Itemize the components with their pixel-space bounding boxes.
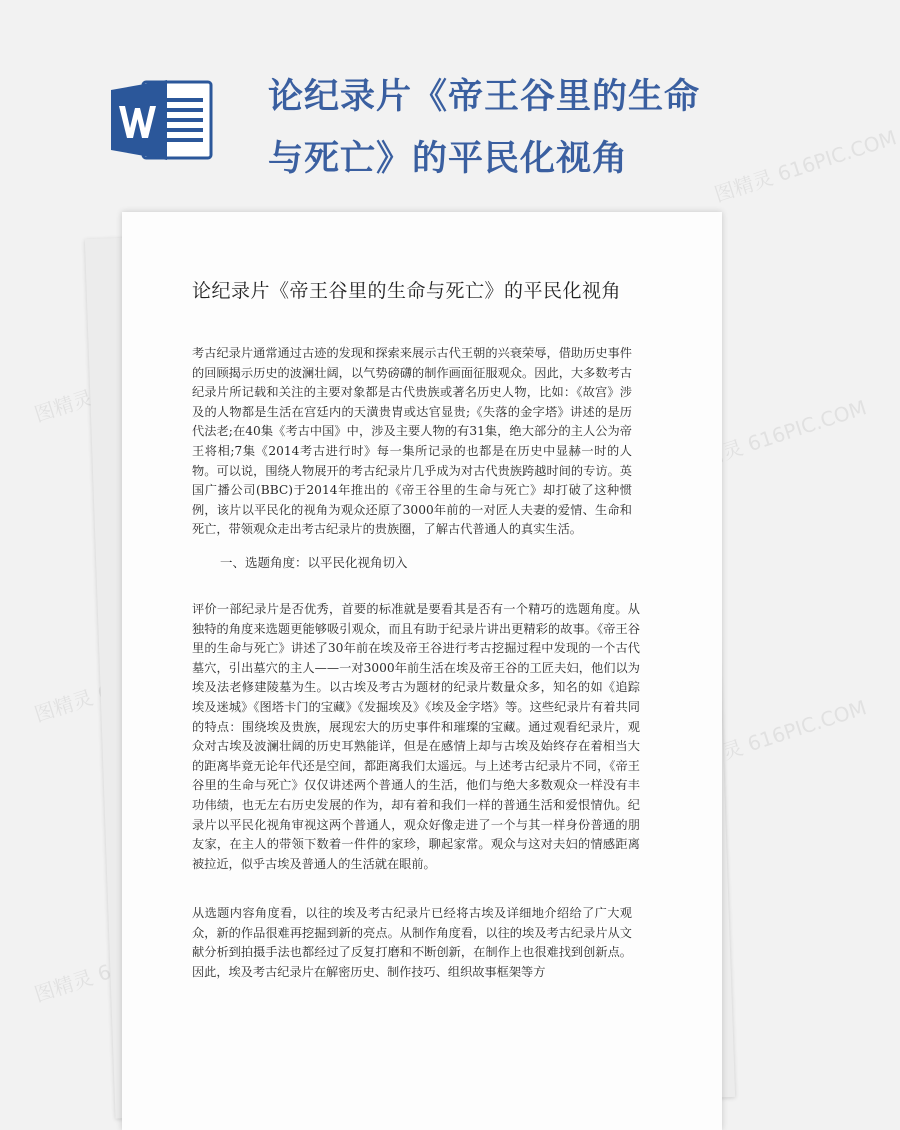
document-title: 论纪录片《帝王谷里的生命与死亡》的平民化视角 [192, 280, 622, 302]
document-paragraph: 考古纪录片通常通过古迹的发现和探索来展示古代王朝的兴衰荣辱，借助历史事件的回顾揭示历史的波澜壮阔，以气势磅礴的制作画面征服观众。因此，大多数考古纪录片所记载和关注的主要对象都是古代贵族或著名历史人物，比如：《故宫》涉及的人物都是生活在宫廷内的天潢贵胄或达官显贵;《失落的金字塔》讲述的是历代法老;在40集《考古中国》中，涉及主要人物的有31集，绝大部分的主人公为帝王将相;7集《2014考古进行时》每一集所记录的也都是在历史中显赫一时的人物。可以说，围绕人物展开的考古纪录片几乎成为对古代贵族跨越时间的专访。英国广播公司(BBC)于2014年推出的《帝王谷里的生命与死亡》却打破了这种惯例，该片以平民化的视角为观众还原了3000年前的一对匠人夫妻的爱情、生命和死亡，带领观众走出考古纪录片的贵族圈，了解古代普通人的真实生活。 [192, 346, 632, 537]
watermark-text: 图精灵 616PIC.COM [681, 695, 870, 777]
watermark-text: 图精灵 [31, 685, 96, 727]
section-heading: 一、选题角度：以平民化视角切入 [220, 555, 408, 570]
document-paragraph: 从选题内容角度看，以往的埃及考古纪录片已经将古埃及详细地介绍给了广大观众，新的作品很难再挖掘到新的亮点。从制作角度看，以往的埃及考古纪录片从文献分析到拍摄手法也都经过了反复打磨和不断创新，在制作上也很难找到创新点。因此，埃及考古纪录片在解密历史、制作技巧、组织故事框架等方 [192, 906, 632, 979]
watermark-text: 图精灵 616PIC.COM [711, 125, 900, 207]
page-header [0, 0, 800, 200]
word-document-icon [109, 78, 213, 162]
header-title: 论纪录片《帝王谷里的生命与死亡》的平民化视角 [268, 77, 701, 179]
watermark-text: 图精灵 [31, 385, 96, 427]
document-paragraph: 评价一部纪录片是否优秀，首要的标准就是要看其是否有一个精巧的选题角度。从独特的角度来选题更能够吸引观众，而且有助于纪录片讲出更精彩的故事。《帝王谷里的生命与死亡》讲述了30年前在埃及帝王谷进行考古挖掘过程中发现的一个古代墓穴，引出墓穴的主人——一对3000年前生活在埃及帝王谷的工匠夫妇，他们以为埃及法老修建陵墓为生。以古埃及考古为题材的纪录片数量众多，知名的如《追踪埃及迷城》《图塔卡门的宝藏》《发掘埃及》《埃及金字塔》等。这些纪录片有着共同的特点：围绕埃及贵族，展现宏大的历史事件和璀璨的宝藏。通过观看纪录片，观众对古埃及波澜壮阔的历史耳熟能详，但是在感情上却与古埃及始终存在着相当大的距离毕竟无论年代还是空间，都距离我们太遥远。与上述考古纪录片不同，《帝王谷里的生命与死亡》仅仅讲述两个普通人的生活，他们与绝大多数观众一样没有丰功伟绩，也无左右历史发展的作为，却有着和我们一样的普通生活和爱恨情仇。纪录片以平民化视角审视这两个普通人，观众好像走进了一个与其一样身份普通的朋友家，在主人的带领下数着一件件的家珍，聊起家常。观众与这对夫妇的情感距离被拉近，似乎古埃及普通人的生活就在眼前。 [192, 602, 640, 871]
watermark-text: 图精灵 [31, 965, 96, 1007]
document-page [122, 212, 722, 1130]
watermark-text: 图精灵 616PIC.COM [681, 395, 870, 477]
